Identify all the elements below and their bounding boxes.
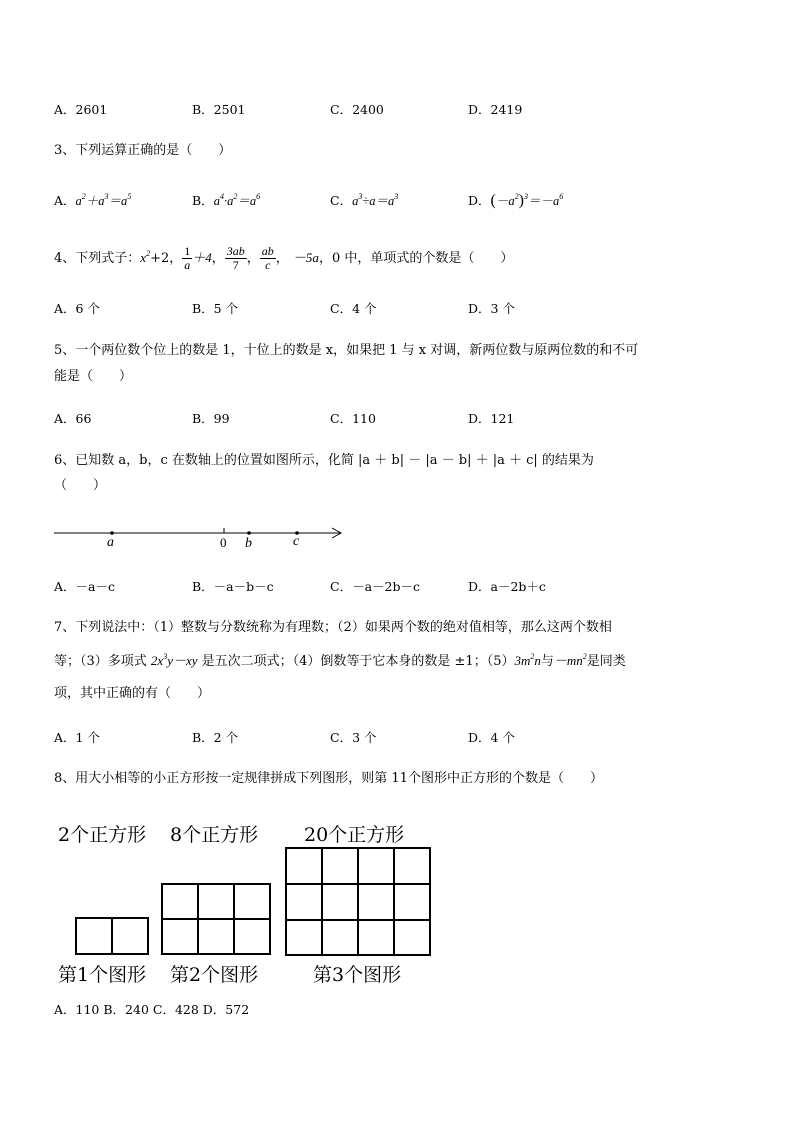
q7-line3: 项，其中正确的有（ ） (54, 686, 211, 701)
fig2-count: 8个正方形 (170, 824, 259, 846)
axis-label-zero: 0 (220, 535, 227, 550)
q6-line2: （ ） (54, 478, 107, 493)
q6-option-a: A．－a－c (54, 579, 115, 594)
q4-option-c: C．4 个 (330, 301, 377, 316)
q3-stem: 3、下列运算正确的是（ ） (54, 143, 232, 158)
q6-line1: 6、已知数 a，b，c 在数轴上的位置如图所示，化简 |a ＋ b| － |a － b| ＋ |a ＋ c| 的结果为 (54, 453, 594, 468)
q7-option-b: B．2 个 (192, 730, 239, 745)
q4-option-d: D．3 个 (468, 301, 515, 316)
q7-option-a: A．1 个 (54, 730, 100, 745)
fig1-count: 2个正方形 (58, 824, 147, 846)
q4-stem: 4、下列式子：$x^2+2$， $\frac{1}{a}$ ＋4， $\frac{3ab}{7}$ ， $\frac{ab}{c}$ ， －5a，0 中，单项式的个数是（ ） (54, 244, 514, 272)
q8-options: A．110 B．240 C．428 D．572 (54, 1002, 250, 1017)
q5-line1: 5、一个两位数个位上的数是 1，十位上的数是 x，如果把 1 与 x 对调，新两位数与原两位数的和不可 (54, 343, 639, 358)
q6-option-b: B．－a－b－c (192, 579, 274, 594)
q6-option-d: D．a－2b＋c (468, 579, 546, 594)
q5-option-c: C．110 (330, 411, 376, 426)
fig3-count: 20个正方形 (304, 824, 405, 846)
q5-option-d: D．121 (468, 411, 515, 426)
q4-option-b: B．5 个 (192, 301, 239, 316)
axis-label-b: b (245, 536, 252, 551)
q7-line2: 等；（3）多项式 $2x^3y-xy$ 是五次二项式；（4）倒数等于它本身的数是 ±1；$(5)3m^2n$与$-mn^2$是同类 (54, 652, 626, 669)
fig3-name: 第3个图形 (313, 964, 402, 986)
q2-option-a: A．2601 (54, 102, 108, 117)
q3-option-d: D．$(-a^2)^3=-a^6$ (468, 192, 564, 209)
fig2-name: 第2个图形 (170, 964, 259, 986)
q7-option-d: D．4 个 (468, 730, 515, 745)
axis-label-c: c (293, 534, 300, 549)
fig1-name: 第1个图形 (58, 964, 147, 986)
axis-label-a: a (107, 535, 114, 550)
q3-option-b: B．$a^4\cdot a^2=a^6$ (192, 192, 261, 208)
q2-option-d: D．2419 (468, 102, 523, 117)
q5-line2: 能是（ ） (54, 369, 133, 384)
q5-option-a: A．66 (54, 411, 92, 426)
q2-option-b: B．2501 (192, 102, 246, 117)
q4-option-a: A．6 个 (54, 301, 100, 316)
q7-option-c: C．3 个 (330, 730, 377, 745)
q7-line1: 7、下列说法中：（1）整数与分数统称为有理数；（2）如果两个数的绝对值相等，那么这两个数相 (54, 620, 612, 635)
q8-stem: 8、用大小相等的小正方形按一定规律拼成下列图形，则第 11个图形中正方形的个数是（ ） (54, 771, 603, 786)
point-b (247, 531, 251, 535)
q5-option-b: B．99 (192, 411, 230, 426)
q6-option-c: C．－a－2b－c (330, 579, 420, 594)
q3-option-a: A．$a^2+a^3=a^5$ (54, 192, 132, 208)
q2-option-c: C．2400 (330, 102, 384, 117)
number-line (50, 520, 350, 556)
q3-option-c: C．$a^3\div a=a^3$ (330, 192, 399, 208)
